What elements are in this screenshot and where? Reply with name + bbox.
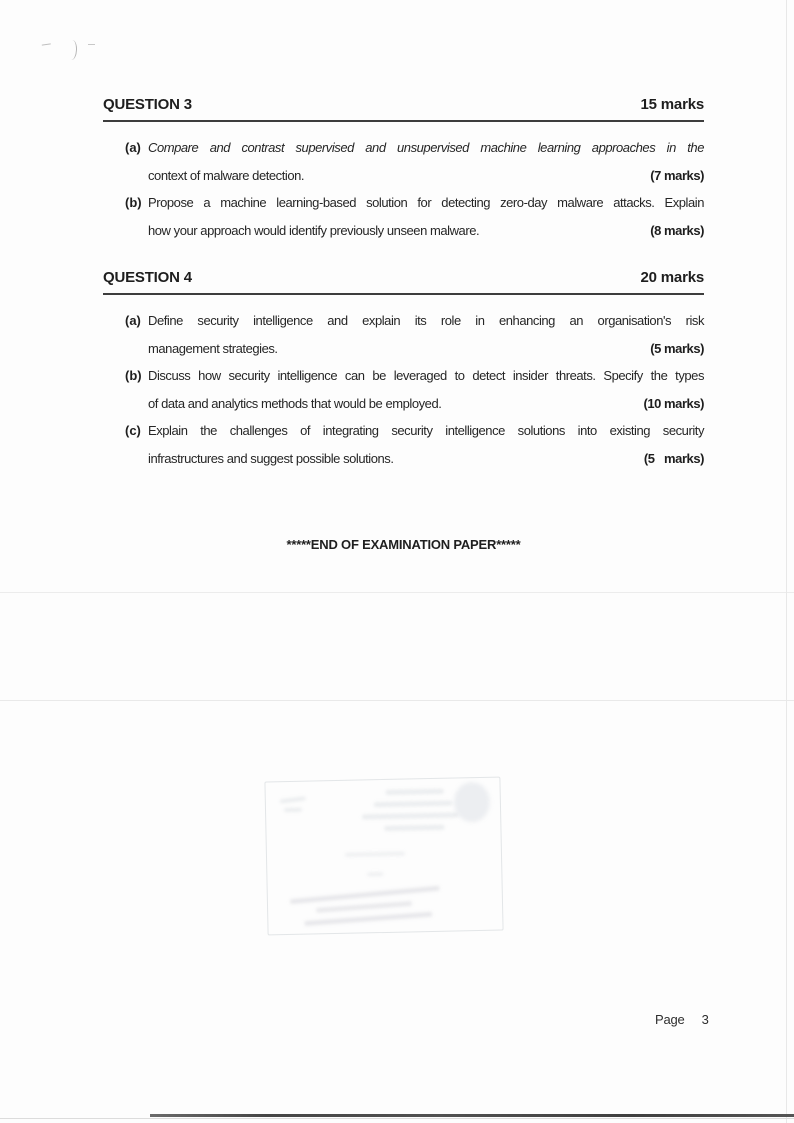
item-body xyxy=(148,362,704,417)
item-line: Define security intelligence and explain its role in enhancing an organisation's risk xyxy=(148,313,704,328)
item-line-text: management strategies. xyxy=(148,340,278,356)
item-body xyxy=(148,189,704,244)
item-label: (b) xyxy=(125,195,142,210)
item-label: (b) xyxy=(125,368,142,383)
item-line: Propose a machine learning-based solution for detecting zero-day malware attacks. Explain xyxy=(148,195,704,210)
item-line-text: context of malware detection. xyxy=(148,167,305,183)
question-4-section xyxy=(103,268,704,472)
item-label: (a) xyxy=(125,140,141,155)
pen-dash-right xyxy=(88,44,95,48)
item-marks: (10 marks) xyxy=(643,395,704,411)
question-4-total-marks: 20 marks xyxy=(640,269,704,286)
page-number-label: Page xyxy=(655,1012,685,1027)
item-label: (a) xyxy=(125,313,141,328)
pen-dash-left xyxy=(42,43,51,48)
item-body xyxy=(148,134,704,189)
question-item-3b xyxy=(103,189,704,244)
item-marks: (5 marks) xyxy=(643,450,704,466)
item-last-line xyxy=(148,217,704,245)
item-body xyxy=(148,307,704,362)
item-marks: (8 marks) xyxy=(650,222,704,238)
stamp-watermark xyxy=(264,777,503,936)
fold-line xyxy=(0,700,794,701)
stamp-logo-blob xyxy=(453,782,490,823)
question-3-header xyxy=(103,95,704,114)
fold-line xyxy=(0,592,794,593)
bottom-scan-line xyxy=(150,1114,794,1117)
question-4-header xyxy=(103,268,704,287)
stamp-smudge xyxy=(316,901,412,913)
page-number-value: 3 xyxy=(701,1012,709,1027)
stamp-smudge xyxy=(374,801,452,808)
question-3-title: QUESTION 3 xyxy=(103,96,192,113)
question-3-total-marks: 15 marks xyxy=(640,96,704,113)
item-line-text: infrastructures and suggest possible solutions. xyxy=(148,450,394,466)
item-line: Explain the challenges of integrating security intelligence solutions into existing security xyxy=(148,423,704,438)
header-rule xyxy=(103,293,704,295)
bottom-scan-line-faint xyxy=(0,1118,794,1119)
item-last-line xyxy=(148,335,704,363)
stamp-smudge xyxy=(386,789,444,795)
item-body xyxy=(148,417,704,472)
end-of-paper-note: *****END OF EXAMINATION PAPER***** xyxy=(286,537,521,552)
item-marks: (7 marks) xyxy=(650,167,704,183)
question-3-section xyxy=(103,95,704,244)
question-3-items xyxy=(103,134,704,244)
question-4-title: QUESTION 4 xyxy=(103,269,192,286)
item-last-line xyxy=(148,445,704,473)
stamp-smudge xyxy=(284,808,302,812)
item-line-text: how your approach would identify previously unseen malware. xyxy=(148,222,480,238)
item-line: Discuss how security intelligence can be leveraged to detect insider threats. Specify the types xyxy=(148,368,704,383)
item-marks: (5 marks) xyxy=(650,340,704,356)
question-item-4c xyxy=(103,417,704,472)
page-number xyxy=(655,1012,709,1027)
scan-edge-line xyxy=(786,0,787,1123)
stamp-smudge xyxy=(280,796,306,803)
item-label: (c) xyxy=(125,423,141,438)
stamp-smudge xyxy=(290,886,440,905)
item-line: Compare and contrast supervised and unsupervised machine learning approaches in the xyxy=(148,140,704,155)
stamp-smudge xyxy=(384,825,444,831)
question-item-3a xyxy=(103,134,704,189)
pen-scribble-mark xyxy=(42,38,102,66)
stamp-smudge xyxy=(362,812,458,819)
stamp-smudge xyxy=(345,852,405,857)
question-item-4b xyxy=(103,362,704,417)
question-4-items xyxy=(103,307,704,472)
stamp-smudge xyxy=(304,912,432,926)
question-item-4a xyxy=(103,307,704,362)
item-line-text: of data and analytics methods that would be employed. xyxy=(148,395,442,411)
header-rule xyxy=(103,120,704,122)
item-last-line xyxy=(148,162,704,190)
pen-paren-stroke xyxy=(68,40,77,60)
stamp-smudge xyxy=(367,872,383,876)
item-last-line xyxy=(148,390,704,418)
